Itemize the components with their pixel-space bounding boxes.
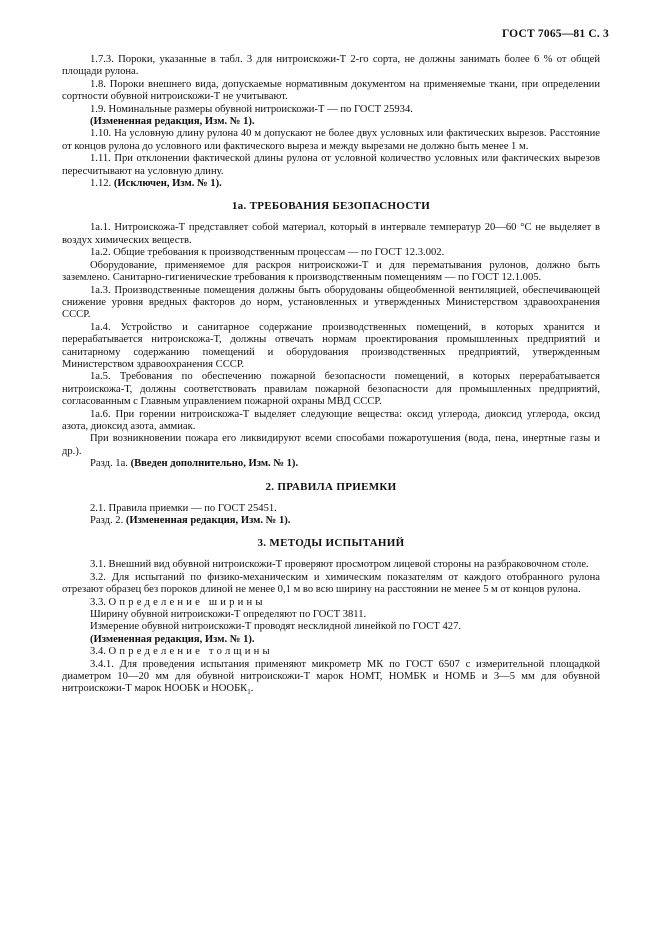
subsection-3-3-heading [62,597,600,609]
paragraph-1a-5: 1а.5. Требования по обеспечению пожарной безопасности помещений, в которых перерабатывается нитроискожа-Т, должны соответствовать правилам пожарной безопасности для промышленных предприятий, согласованным с Главным управлением пожарной охраны МВД СССР. [62,371,600,408]
paragraph-3-2: 3.2. Для испытаний по физико-механическим и химическим показателям от каждого отобранного рулона отрезают образец без пороков длиной не менее 0,1 м во всю ширину на расстоянии не менее 5 м от концов рулона. [62,571,600,596]
section-title-1a: 1а. ТРЕБОВАНИЯ БЕЗОПАСНОСТИ [231,200,431,213]
paragraph-1a-2b: Оборудование, применяемое для раскроя нитроискожи-Т и для перематывания рулонов, должно быть заземлено. Санитарно-гигиенические требования к производственным помещениям — по ГОСТ 12.1.005. [62,259,600,284]
clause-number: 3.4. [90,646,106,658]
paragraph-1a-2: 1а.2. Общие требования к производственным процессам — по ГОСТ 12.3.002. [90,247,445,259]
paragraph-end: . [250,683,254,695]
subsection-title: Определение толщины [108,646,273,658]
amendment-text: (Измененная редакция, Изм. № 1). [90,633,255,645]
paragraph-1a-1: 1а.1. Нитроискожа-Т представляет собой материал, который в интервале температур 20—60 °С не выделяет в воздух химических веществ. [62,222,600,246]
amendment-text: (Введен дополнительно, Изм. № 1). [130,458,299,470]
amendment-note-3-3 [62,634,600,646]
paragraph-1-12 [62,178,600,190]
paragraph-1-8: 1.8. Пороки внешнего вида, допускаемые нормативным документом на применяемые ткани, при определении сортности обувной нитроискожи-Т не учитывают. [62,78,600,103]
paragraph-3-1: 3.1. Внешний вид обувной нитроискожи-Т проверяют просмотром лицевой стороны на разбраковочном столе. [90,559,589,571]
paragraph-1a-3: 1а.3. Производственные помещения должны быть оборудованы общеобменной вентиляцией, обеспечивающей снижение уровня вредных факторов до норм, установленных и утвержденных Министерством здравоохранения СССР. [62,284,600,321]
clause-number: 1.12. [90,178,112,190]
subsection-3-4-heading [62,646,600,658]
amendment-text: (Измененная редакция, Изм. № 1). [90,116,255,128]
paragraph-1a-6b: При возникновении пожара его ликвидируют всеми способами пожаротушения (вода, пена, инертные газы и др.). [62,433,600,457]
note-prefix: Разд. 1а. [90,458,128,470]
amendment-text: (Исключен, Изм. № 1). [113,178,222,190]
clause-number: 3.3. [90,596,106,608]
paragraph-1-11: 1.11. При отклонении фактической длины рулона от условной количество условных или фактических вырезов пересчитывают на условную длину. [62,153,600,177]
paragraph-2-1: 2.1. Правила приемки — по ГОСТ 25451. [90,502,277,514]
amendment-note-1-9 [62,116,600,128]
paragraph-1-7-3: 1.7.3. Пороки, указанные в табл. 3 для нитроискожи-Т 2-го сорта, не должны занимать более 6 % от общей площади рулона. [62,54,600,78]
note-prefix: Разд. 2. [90,515,124,526]
section-note-2 [62,515,600,527]
paragraph-1-10: 1.10. На условную длину рулона 40 м допускают не более двух условных или фактических вырезов. Расстояние от концов рулона до условного или фактического выреза и между вырезами не должно быть менее 1 м. [62,128,600,152]
paragraph-1a-4: 1а.4. Устройство и санитарное содержание производственных помещений, в которых хранится и перерабатывается нитроискожа-Т, должны отвечать нормам проектирования промышленных предприятий и санитарному содержанию помещений и оборудования производственных предприятий, утвержденным Министерством здравоохранения СССР. [62,321,600,370]
paragraph-1-9: 1.9. Номинальные размеры обувной нитроискожи-Т — по ГОСТ 25934. [90,103,413,115]
amendment-text: (Измененная редакция, Изм. № 1). [125,515,291,526]
document-body [62,54,600,699]
subscript: 1 [247,688,251,697]
section-title-3: 3. МЕТОДЫ ИСПЫТАНИЙ [257,537,405,550]
paragraph-3-3a: Ширину обувной нитроискожи-Т определяют по ГОСТ 3811. [90,609,367,621]
paragraph-text: 3.4.1. Для проведения испытания применяют микрометр МК по ГОСТ 6507 с измерительной площадкой диаметром 10—20 мм для обувной нитроискожи-Т марок НОМТ, НОМБК и НОМБ и 3—5 мм для обувной нитроискожи-Т марок НООБК и НООБК [62,658,600,695]
section-title-2: 2. ПРАВИЛА ПРИЕМКИ [265,480,397,493]
section-note-1a [62,458,600,470]
paragraph-3-3b: Измерение обувной нитроискожи-Т проводят несклидной линейкой по ГОСТ 427. [90,621,462,633]
paragraph-3-4-1 [62,659,600,699]
page-header: ГОСТ 7065—81 С. 3 [501,28,609,40]
paragraph-1a-6: 1а.6. При горении нитроискожа-Т выделяет следующие вещества: оксид углерода, диоксид углерода, оксид азота, диоксид азота, аммиак. [62,408,600,432]
subsection-title: Определение ширины [108,596,266,608]
